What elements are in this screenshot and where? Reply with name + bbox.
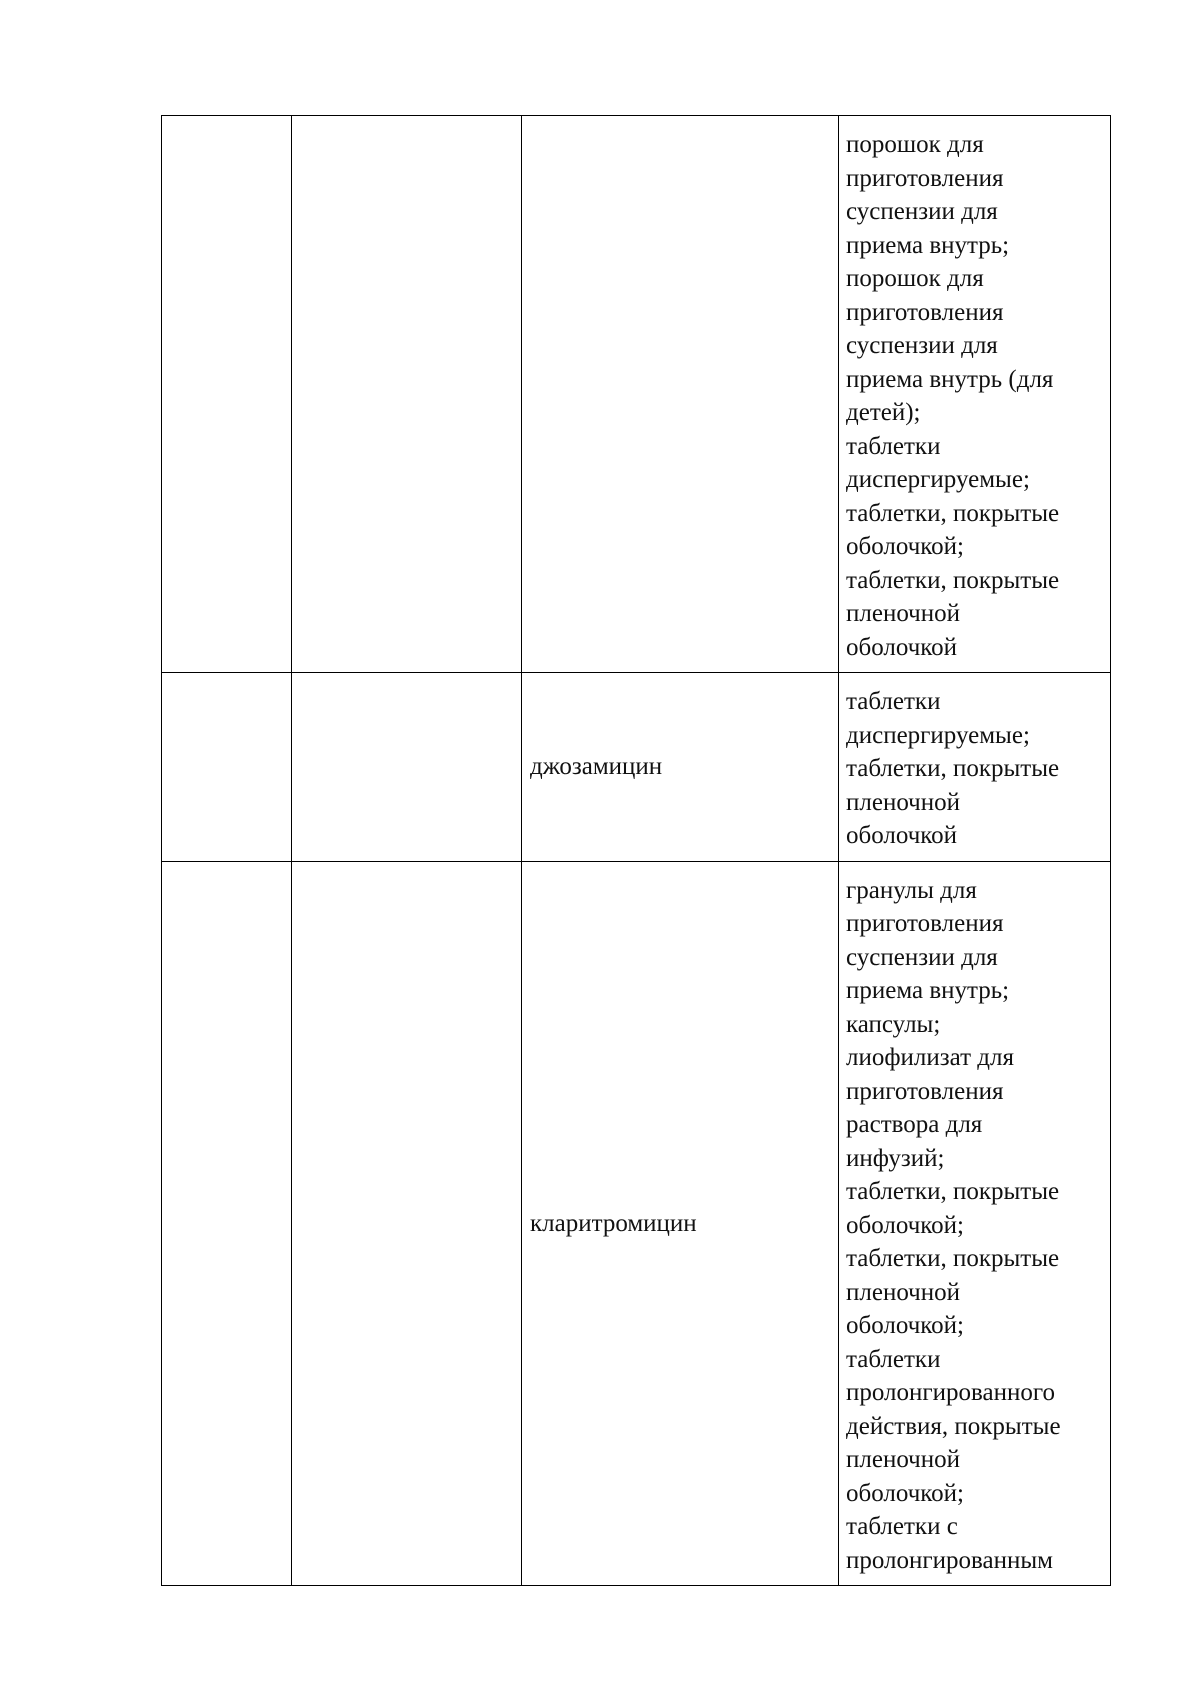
dosage-form-line: раствора для (846, 1111, 983, 1138)
table-row (162, 116, 1111, 673)
dosage-form-line: таблетки (846, 688, 941, 715)
group-name-cell (292, 116, 522, 673)
dosage-form-line: лиофилизат для (846, 1044, 1014, 1071)
dosage-form-line: приема внутрь (для (846, 365, 1054, 393)
drug-name-cell: джозамицин (522, 673, 839, 862)
dosage-form-line: таблетки, покрытые (846, 1178, 1060, 1205)
dosage-form-line: пленочной (846, 600, 961, 627)
group-name-cell (292, 861, 522, 1586)
dosage-form-line: таблетки (846, 432, 941, 460)
dosage-form-line: пролонгированным (846, 1546, 1053, 1574)
dosage-form-line: таблетки, покрытые (846, 499, 1060, 527)
dosage-form-line: капсулы; (846, 1010, 941, 1038)
dosage-form-line: таблетки, покрытые (846, 1245, 1060, 1272)
group-name-cell (292, 673, 522, 862)
dosage-forms-cell (839, 673, 1111, 862)
atc-code-cell (162, 116, 292, 673)
drug-name-cell: кларитромицин (522, 861, 839, 1586)
dosage-form-line: диспергируемые; (846, 466, 1030, 493)
dosage-form-line: суспензии для (846, 332, 998, 359)
dosage-form-line: детей); (846, 399, 921, 426)
table-row (162, 673, 1111, 862)
dosage-form-line: инфузий; (846, 1144, 945, 1172)
dosage-form-line: диспергируемые; (846, 721, 1030, 749)
dosage-form-line: таблетки (846, 1345, 941, 1373)
dosage-form-line: приготовления (846, 164, 1004, 192)
dosage-form-line: гранулы для (846, 876, 977, 904)
dosage-form-line: приготовления (846, 1077, 1004, 1105)
atc-code-cell (162, 673, 292, 862)
dosage-form-line: таблетки, покрытые (846, 755, 1060, 782)
drug-name-cell (522, 116, 839, 673)
dosage-form-line: пленочной (846, 788, 961, 816)
dosage-form-line: порошок для (846, 265, 984, 292)
dosage-form-line: приема внутрь; (846, 977, 1010, 1004)
dosage-forms-cell (839, 861, 1111, 1586)
dosage-form-line: оболочкой (846, 633, 958, 661)
dosage-form-line: приготовления (846, 910, 1004, 937)
dosage-form-line: суспензии для (846, 943, 998, 971)
dosage-form-line: порошок для (846, 131, 984, 158)
dosage-form-line: пленочной (846, 1278, 961, 1306)
dosage-form-line: оболочкой (846, 822, 958, 849)
dosage-form-line: действия, покрытые (846, 1412, 1061, 1440)
atc-code-cell (162, 861, 292, 1586)
dosage-form-line: приготовления (846, 298, 1004, 326)
dosage-form-line: пленочной (846, 1446, 961, 1473)
dosage-form-line: приема внутрь; (846, 231, 1010, 259)
dosage-form-line: оболочкой; (846, 1479, 964, 1507)
table-row (162, 861, 1111, 1586)
dosage-form-line: таблетки, покрытые (846, 566, 1060, 594)
dosage-forms-cell (839, 116, 1111, 673)
dosage-form-line: таблетки с (846, 1513, 958, 1540)
dosage-form-line: оболочкой; (846, 533, 964, 560)
dosage-form-line: оболочкой; (846, 1312, 964, 1339)
dosage-form-line: суспензии для (846, 198, 998, 225)
dosage-form-line: пролонгированного (846, 1379, 1055, 1406)
medicines-table (161, 115, 1111, 1586)
dosage-form-line: оболочкой; (846, 1211, 964, 1239)
